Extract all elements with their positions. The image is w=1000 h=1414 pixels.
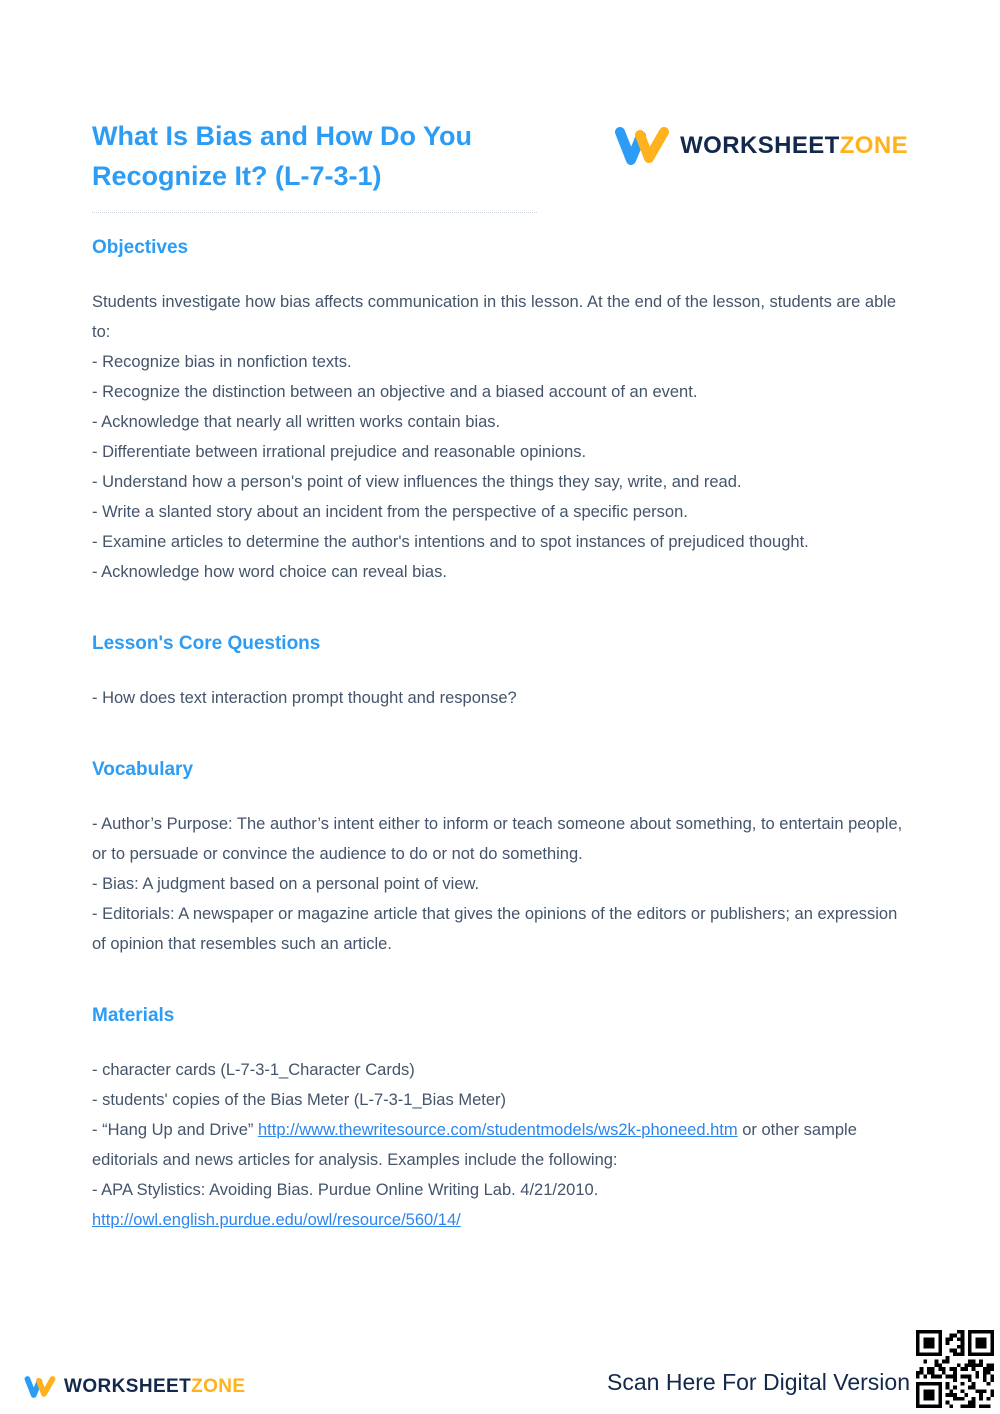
objective-item: - Differentiate between irrational prejudice and reasonable opinions.: [92, 443, 587, 461]
purdue-owl-link[interactable]: http://owl.english.purdue.edu/owl/resource/560/14/: [92, 1211, 461, 1229]
vocabulary-item: - Bias: A judgment based on a personal point of view.: [92, 875, 480, 893]
title-line-1: What Is Bias and How Do You: [92, 121, 473, 151]
objective-item: - Recognize bias in nonfiction texts.: [92, 353, 352, 371]
materials-item: - APA Stylistics: Avoiding Bias. Purdue Online Writing Lab. 4/21/2010.: [92, 1181, 599, 1199]
footer-logo-word-zone: ZONE: [191, 1376, 246, 1397]
objectives-intro: Students investigate how bias affects communication in this lesson. At the end of the lesson, students are able to:: [92, 293, 897, 341]
logo-wordmark: [680, 132, 908, 160]
materials-item: - character cards (L-7-3-1_Character Cards): [92, 1061, 415, 1079]
vocabulary-heading: Vocabulary: [92, 759, 194, 780]
logo-word-zone: ZONE: [839, 132, 908, 159]
objective-item: - Recognize the distinction between an objective and a biased account of an event.: [92, 383, 698, 401]
objective-item: - Acknowledge how word choice can reveal bias.: [92, 563, 447, 581]
vocabulary-item: - Author’s Purpose: The author’s intent either to inform or teach someone about something, to entertain people, or to persuade or convince the audience to do or not do something.: [92, 815, 903, 863]
footer-logo-w-icon: [24, 1374, 56, 1400]
objective-item: - Acknowledge that nearly all written works contain bias.: [92, 413, 501, 431]
vocabulary-item: - Editorials: A newspaper or magazine article that gives the opinions of the editors or publishers; an expression of opinion that resembles such an article.: [92, 905, 898, 953]
materials-heading: Materials: [92, 1005, 175, 1026]
writesource-link[interactable]: http://www.thewritesource.com/studentmodels/ws2k-phoneed.htm: [257, 1121, 738, 1139]
materials-item-with-link: [92, 1115, 908, 1175]
footer-logo-wordmark: [64, 1376, 246, 1398]
materials-item3-continuation: or other sample editorials and news articles for analysis. Examples include the following:: [92, 1121, 857, 1169]
logo-w-icon: [614, 124, 670, 168]
materials-item-link-line: [92, 1205, 908, 1235]
objective-item: - Examine articles to determine the author's intentions and to spot instances of prejudiced thought.: [92, 533, 809, 551]
materials-item3-prefix: - “Hang Up and Drive”: [92, 1121, 258, 1139]
scan-here-text: Scan Here For Digital Version: [607, 1369, 910, 1395]
objectives-heading: Objectives: [92, 237, 189, 258]
document-header: [92, 116, 908, 213]
qr-code: [916, 1330, 994, 1408]
worksheetzone-logo: [614, 124, 908, 168]
logo-word-worksheet: WORKSHEET: [680, 132, 840, 159]
title-line-2: Recognize It? (L-7-3-1): [92, 161, 382, 191]
core-questions-heading: Lesson's Core Questions: [92, 633, 321, 654]
footer-worksheetzone-logo: [24, 1374, 246, 1400]
footer-logo-word-worksheet: WORKSHEET: [64, 1376, 192, 1397]
core-question-item: - How does text interaction prompt thought and response?: [92, 689, 517, 707]
materials-item: - students' copies of the Bias Meter (L-7-3-1_Bias Meter): [92, 1091, 506, 1109]
objective-item: - Write a slanted story about an incident from the perspective of a specific person.: [92, 503, 688, 521]
objective-item: - Understand how a person's point of view influences the things they say, write, and read.: [92, 473, 742, 491]
page-title: [92, 116, 537, 213]
